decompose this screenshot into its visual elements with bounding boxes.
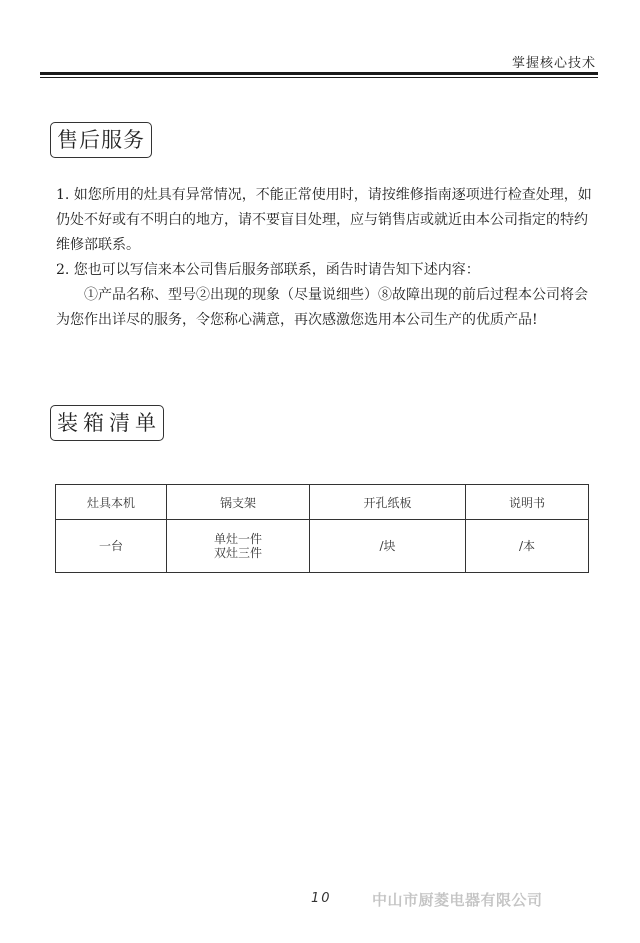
header-rule xyxy=(40,72,598,75)
cell-cardboard: /块 xyxy=(310,520,466,573)
page-number: 10 xyxy=(311,891,332,906)
after-sales-paragraph-3: ①产品名称、型号②出现的现象（尽量说细些）⑧故障出现的前后过程本公司将会为您作出详尽的服务，令您称心满意，再次感激您选用本公司生产的优质产品! xyxy=(56,287,588,328)
after-sales-paragraph-2: 2. 您也可以写信来本公司售后服务部联系，函告时请告知下述内容： xyxy=(56,262,480,278)
after-sales-paragraph-1: 1. 如您所用的灶具有异常情况，不能正常使用时，请按维修指南逐项进行检查处理，如仍处不好或有不明白的地方，请不要盲目处理，应与销售店或就近由本公司指定的特约维修部联系。 xyxy=(56,187,592,253)
column-header-cooktop: 灶具本机 xyxy=(56,485,167,520)
cell-pot-support-double: 双灶三件 xyxy=(213,546,262,560)
header-rule-thin xyxy=(40,77,598,78)
cell-pot-support-single: 单灶一件 xyxy=(213,532,262,546)
column-header-cardboard: 开孔纸板 xyxy=(310,485,466,520)
column-header-manual: 说明书 xyxy=(466,485,589,520)
cell-cooktop: 一台 xyxy=(56,520,167,573)
cell-manual: /本 xyxy=(466,520,589,573)
after-sales-body xyxy=(56,183,592,333)
table-header-row xyxy=(56,485,589,520)
packing-list-table xyxy=(55,484,589,573)
page-header-title: 掌握核心技术 xyxy=(511,56,596,71)
cell-pot-support xyxy=(167,520,310,573)
table-row xyxy=(56,520,589,573)
column-header-pot-support: 锅支架 xyxy=(167,485,310,520)
packing-list-heading: 装箱清单 xyxy=(50,405,164,441)
company-watermark: 中山市厨菱电器有限公司 xyxy=(372,891,543,909)
after-sales-heading: 售后服务 xyxy=(50,122,152,158)
